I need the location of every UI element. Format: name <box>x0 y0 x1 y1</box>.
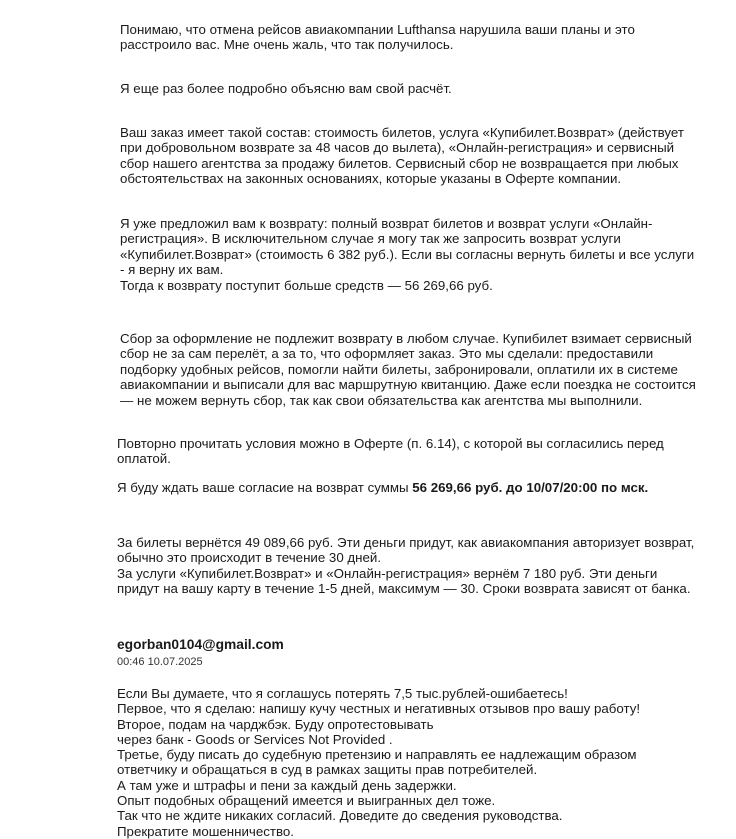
text-line: За услуги «Купибилет.Возврат» и «Онлайн-регистрация» вернём 7 180 руб. Эти деньги <box>117 565 658 581</box>
sender-email[interactable]: egorban0104@gmail.com <box>117 637 284 652</box>
paragraph-await-consent <box>117 480 648 495</box>
text-line: — не можем вернуть сбор, так как свои обязательства как агентства мы выполнили. <box>120 392 643 408</box>
text-fragment: Я буду ждать ваше согласие на возврат суммы <box>117 480 413 495</box>
paragraph-order-composition <box>120 125 684 187</box>
text-line: За билеты вернётся 49 089,66 руб. Эти деньги придут, как авиакомпания авторизует возврат, <box>117 535 695 550</box>
text-line: придут на вашу карту в течение 1-5 дней, максимум — 30. Сроки возврата зависят от банка. <box>117 581 691 597</box>
paragraph-service-fee <box>120 331 696 408</box>
text-line: Первое, что я сделаю: напишу кучу честных и негативных отзывов про вашу работу! <box>117 701 641 717</box>
text-line: сбор нашего агентства за продажу билетов. Сервисный сбор не возвращается при любых <box>120 155 679 171</box>
text-line: обычно это происходит в течение 30 дней. <box>117 550 382 566</box>
text-line: через банк - Goods or Services Not Provided . <box>117 731 393 747</box>
text-fragment: Повторно прочитать условия можно в <box>117 436 355 451</box>
text-line: ответчику и обращаться в суд в рамках защиты прав потребителей. <box>117 762 538 778</box>
text-line: «Купибилет.Возврат» (стоимость 6 382 руб.). Если вы согласны вернуть билеты и все услуги <box>120 246 695 262</box>
text-fragment: обстоятельствах на законных основаниях, которые указаны в <box>120 171 506 187</box>
text-line: регистрация». В исключительном случае я могу так же запросить возврат услуги <box>120 231 621 247</box>
text-line: расстроило вас. Мне очень жаль, что так получилось. <box>120 37 454 53</box>
offer-link[interactable]: Оферте <box>505 171 555 187</box>
text-line: авиакомпании и выписали для вас маршрутную квитанцию. Даже если поездка не состоится <box>120 377 696 393</box>
text-line: Я уже предложил вам к возврату: полный возврат билетов и возврат услуги «Онлайн- <box>120 216 653 231</box>
text-fragment: компании. <box>554 171 622 187</box>
message-timestamp: 00:46 10.07.2025 <box>117 656 203 668</box>
text-line: Я еще раз более подробно объясню вам свой расчёт. <box>120 81 452 96</box>
refund-amount-deadline: 56 269,66 руб. до 10/07/20:00 по мск. <box>412 480 649 495</box>
text-line: сбор не за сам перелёт, а за то, что оформляет заказ. Это мы сделали: предоставили <box>120 346 654 362</box>
paragraph-offer-reference <box>117 436 664 467</box>
paragraph-apology <box>120 22 635 53</box>
text-line: Тогда к возврату поступит больше средств — 56 269,66 руб. <box>120 277 493 293</box>
text-line: А там уже и штрафы и пени за каждый день задержки. <box>117 777 457 793</box>
text-fragment: (п. 6.14), с которой вы согласились перед <box>403 436 664 451</box>
text-line <box>120 171 684 186</box>
paragraph-refund-breakdown <box>117 535 694 597</box>
text-line: Если Вы думаете, что я соглашусь потерять 7,5 тыс.рублей-ошибаетесь! <box>117 686 568 701</box>
text-line: при добровольном возврате за 48 часов до вылета), «Онлайн-регистрация» и сервисный <box>120 140 675 156</box>
text-line <box>117 480 648 495</box>
text-line: Понимаю, что отмена рейсов авиакомпании Lufthansa нарушила ваши планы и это <box>120 22 635 37</box>
text-line: Третье, буду писать до судебную претензию и направлять ее надлежащим образом <box>117 747 637 763</box>
text-line: Опыт подобных обращений имеется и выигранных дел тоже. <box>117 793 496 809</box>
offer-link[interactable]: Оферте <box>354 436 404 451</box>
reply-body <box>117 686 640 839</box>
paragraph-refund-offer <box>120 216 694 293</box>
text-line: Сбор за оформление не подлежит возврату в любом случае. Купибилет взимает сервисный <box>120 331 692 346</box>
text-line: Второе, подам на чарджбэк. Буду опротестовывать <box>117 716 434 732</box>
text-line: Ваш заказ имеет такой состав: стоимость билетов, услуга «Купибилет.Возврат» (действует <box>120 125 684 140</box>
text-line: Прекратите мошенничество. <box>117 823 294 839</box>
text-line: - я верну их вам. <box>120 262 224 278</box>
text-line <box>117 436 664 451</box>
text-line: Так что не ждите никаких согласий. Доведите до сведения руководства. <box>117 808 563 824</box>
text-line: подборку удобных рейсов, помогли найти билеты, забронировали, оплатили их в системе <box>120 361 678 377</box>
paragraph-intro <box>120 81 452 96</box>
text-line: оплатой. <box>117 451 171 467</box>
